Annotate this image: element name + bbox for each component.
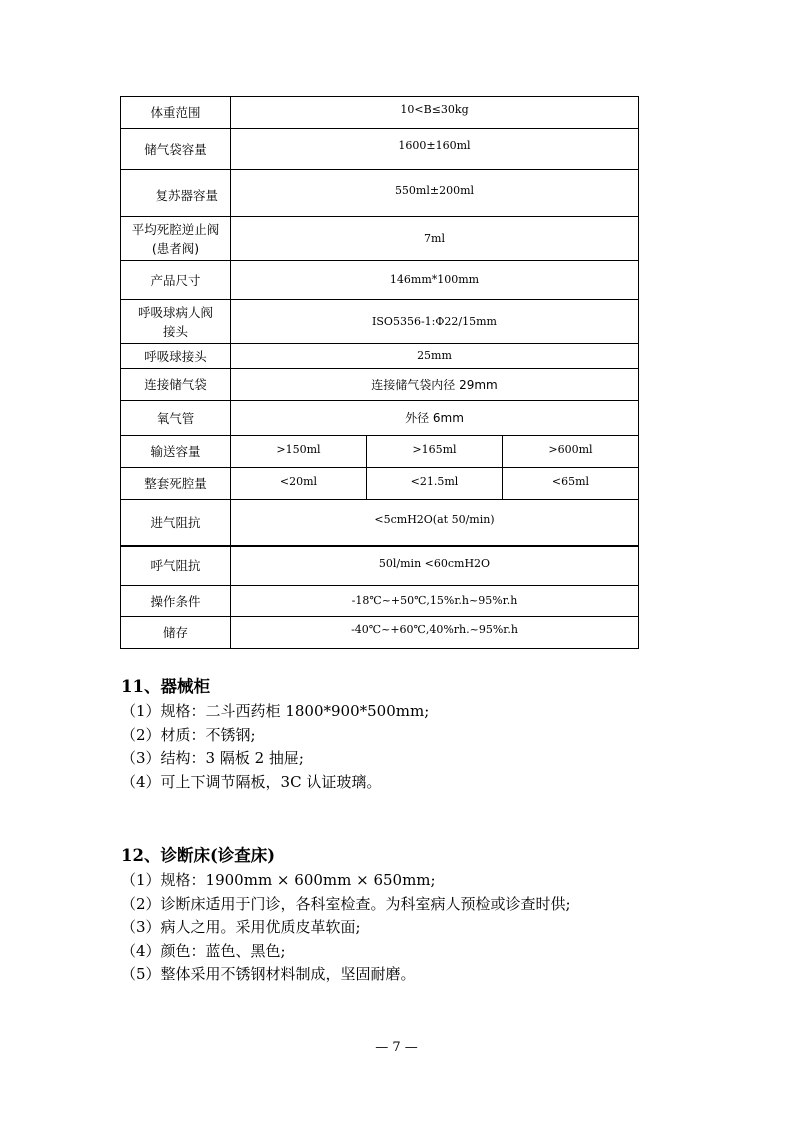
section-cabinet — [121, 674, 681, 794]
row-value: 连接储气袋内径 29mm — [231, 369, 639, 401]
specification-table — [120, 96, 639, 649]
row-label: 平均死腔逆止阀 (患者阀) — [121, 217, 231, 261]
table-row — [121, 344, 639, 369]
table-row — [121, 500, 639, 546]
row-label: 呼气阻抗 — [121, 546, 231, 586]
page-number: — 7 — — [375, 1040, 418, 1055]
table-row — [121, 546, 639, 586]
row-value: 50l/min <60cmH2O — [378, 556, 491, 570]
row-value: 146mm*100mm — [231, 261, 639, 300]
row-label: 产品尺寸 — [121, 261, 231, 300]
table-row — [121, 617, 639, 649]
list-item: （4）颜色：蓝色、黑色; — [121, 941, 286, 960]
row-value: <65ml — [551, 475, 590, 488]
list-item: （2）诊断床适用于门诊，各科室检查。为科室病人预检或诊查时供; — [121, 894, 571, 913]
list-item: （3）病人之用。采用优质皮革软面; — [121, 918, 361, 936]
table-row — [121, 97, 639, 129]
list-item: （1）规格：1900mm × 600mm × 650mm; — [121, 871, 436, 889]
list-item: （4）可上下调节隔板，3C 认证玻璃。 — [121, 772, 382, 791]
table-row — [121, 129, 639, 170]
row-value: 550ml±200ml — [394, 183, 475, 197]
row-value: >600ml — [548, 443, 593, 456]
row-value: >165ml — [412, 443, 457, 456]
section-title: 12、诊断床(诊查床) — [121, 846, 276, 865]
row-value: 10<B≤30kg — [400, 103, 469, 116]
table-row — [121, 300, 639, 344]
row-value: 1600±160ml — [398, 139, 471, 152]
table-row — [121, 369, 639, 401]
row-value: >150ml — [276, 443, 321, 456]
row-value: <21.5ml — [410, 475, 459, 488]
row-value: <20ml — [279, 475, 318, 488]
list-item: （5）整体采用不锈钢材料制成，坚固耐磨。 — [121, 965, 416, 983]
row-label: 整套死腔量 — [121, 468, 231, 500]
section-exam-bed — [121, 843, 681, 987]
row-label: 连接储气袋 — [121, 369, 231, 401]
row-value: <5cmH2O(at 50/min) — [374, 512, 495, 526]
section-title: 11、器械柜 — [121, 677, 210, 696]
row-value: 25mm — [417, 348, 452, 362]
table-row — [121, 261, 639, 300]
row-label: 呼吸球接头 — [121, 344, 231, 369]
row-value: ISO5356-1:Φ22/15mm — [231, 300, 639, 344]
row-value: 7ml — [231, 217, 639, 261]
table-row — [121, 401, 639, 436]
row-label: 体重范围 — [121, 97, 231, 129]
row-value: -18℃~+50℃,15%r.h~95%r.h — [231, 586, 639, 617]
table-row — [121, 217, 639, 261]
row-label: 储存 — [121, 617, 231, 649]
row-value: 外径 6mm — [231, 401, 639, 436]
list-item: （2）材质：不锈钢; — [121, 725, 256, 744]
row-label: 进气阻抗 — [121, 500, 231, 546]
table-row — [121, 586, 639, 617]
row-label: 输送容量 — [121, 436, 231, 468]
table-row — [121, 170, 639, 217]
list-item: （1）规格：二斗西药柜 1800*900*500mm; — [121, 702, 430, 720]
row-label: 储气袋容量 — [121, 129, 231, 170]
row-label: 复苏器容量 — [121, 170, 231, 217]
table-row — [121, 468, 639, 500]
table-row — [121, 436, 639, 468]
row-value: -40℃~+60℃,40%rh.~95%r.h — [351, 623, 518, 636]
row-label: 操作条件 — [121, 586, 231, 617]
list-item: （3）结构：3 隔板 2 抽屉; — [121, 749, 304, 767]
row-label: 呼吸球病人阀 接头 — [121, 300, 231, 344]
row-label: 氧气管 — [121, 401, 231, 436]
